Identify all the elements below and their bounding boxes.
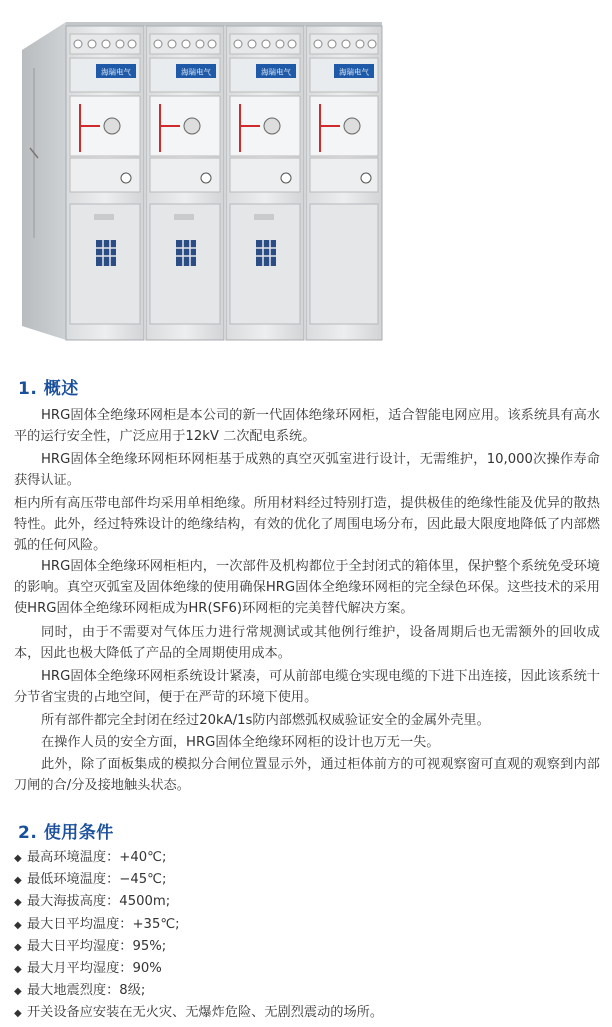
overview-paragraph-9: 此外，除了面板集成的模拟分合闸位置显示外，通过柜体前方的可视观察窗可直观的观察到内部刀闸的合/分及接地触头状态。 bbox=[14, 757, 600, 793]
overview-paragraph-8: 在操作人员的安全方面，HRG固体全绝缘环网柜的设计也万无一失。 bbox=[41, 735, 440, 750]
list-item: ◆ 开关设备应安装在无火灾、无爆炸危险、无剧烈震动的场所。 bbox=[14, 1005, 384, 1021]
panel-brand-label-3: 海瑞电气 bbox=[261, 67, 291, 77]
list-item: ◆ 最高环境温度：+40℃; bbox=[14, 850, 167, 865]
switchgear-product-image bbox=[20, 8, 390, 348]
list-item: ◆ 最大日平均湿度：95%; bbox=[14, 938, 167, 954]
overview-paragraph-6: HRG固体全绝缘环网柜系统设计紧凑，可从前部电缆仓实现电缆的下进下出连接，因此该系统十分节省宝贵的占地空间，便于在严苛的环境下使用。 bbox=[14, 669, 600, 705]
panel-brand-label-2: 海瑞电气 bbox=[181, 67, 211, 77]
list-item: ◆ 最大海拔高度：4500m; bbox=[14, 894, 171, 910]
list-item: ◆ 最大日平均温度：+35℃; bbox=[14, 916, 180, 932]
overview-paragraph-3: 柜内所有高压带电部件均采用单相绝缘。所用材料经过特别打造，提供极佳的绝缘性能及优异的散热特性。此外，经过特殊设计的绝缘结构，有效的优化了周围电场分布，因此最大限度地降低了内部燃弧的任何风险。 bbox=[14, 496, 600, 553]
overview-paragraph-5: 同时，由于不需要对气体压力进行常规测试或其他例行维护，设备周期后也无需额外的回收成本，因此也极大降低了产品的全周期使用成本。 bbox=[14, 625, 600, 661]
list-item: ◆ 最大月平均湿度：90% bbox=[14, 961, 162, 977]
overview-paragraph-7: 所有部件都完全封闭在经过20kA/1s防内部燃弧权威验证安全的金属外壳里。 bbox=[41, 713, 490, 728]
list-item: ◆ 最低环境温度：−45℃; bbox=[14, 872, 167, 888]
overview-paragraph-4: HRG固体全绝缘环网柜柜内，一次部件及机构都位于全封闭式的箱体里，保护整个系统免受环境的影响。真空灭弧室及固体绝缘的使用确保HRG固体全绝缘环网柜的完全绿色环保。这些技术的采用使HRG固体全绝缘环网柜成为HR(SF6)环网柜的完美替代解决方案。 bbox=[14, 559, 600, 616]
list-item: ◆ 最大地震烈度：8级; bbox=[14, 983, 146, 999]
conditions-list bbox=[14, 847, 383, 1025]
section-title-overview: 1. 概述 bbox=[18, 379, 79, 399]
panel-brand-label-4: 海瑞电气 bbox=[339, 67, 369, 77]
panel-brand-label-1: 海瑞电气 bbox=[101, 67, 131, 77]
section-title-conditions: 2. 使用条件 bbox=[18, 823, 114, 843]
overview-paragraph-1: HRG固体全绝缘环网柜是本公司的新一代固体绝缘环网柜，适合智能电网应用。该系统具有高水平的运行安全性，广泛应用于12kV 二次配电系统。 bbox=[14, 408, 600, 444]
overview-paragraph-2: HRG固体全绝缘环网柜环网柜基于成熟的真空灭弧室进行设计，无需维护，10,000次操作寿命获得认证。 bbox=[14, 452, 600, 488]
